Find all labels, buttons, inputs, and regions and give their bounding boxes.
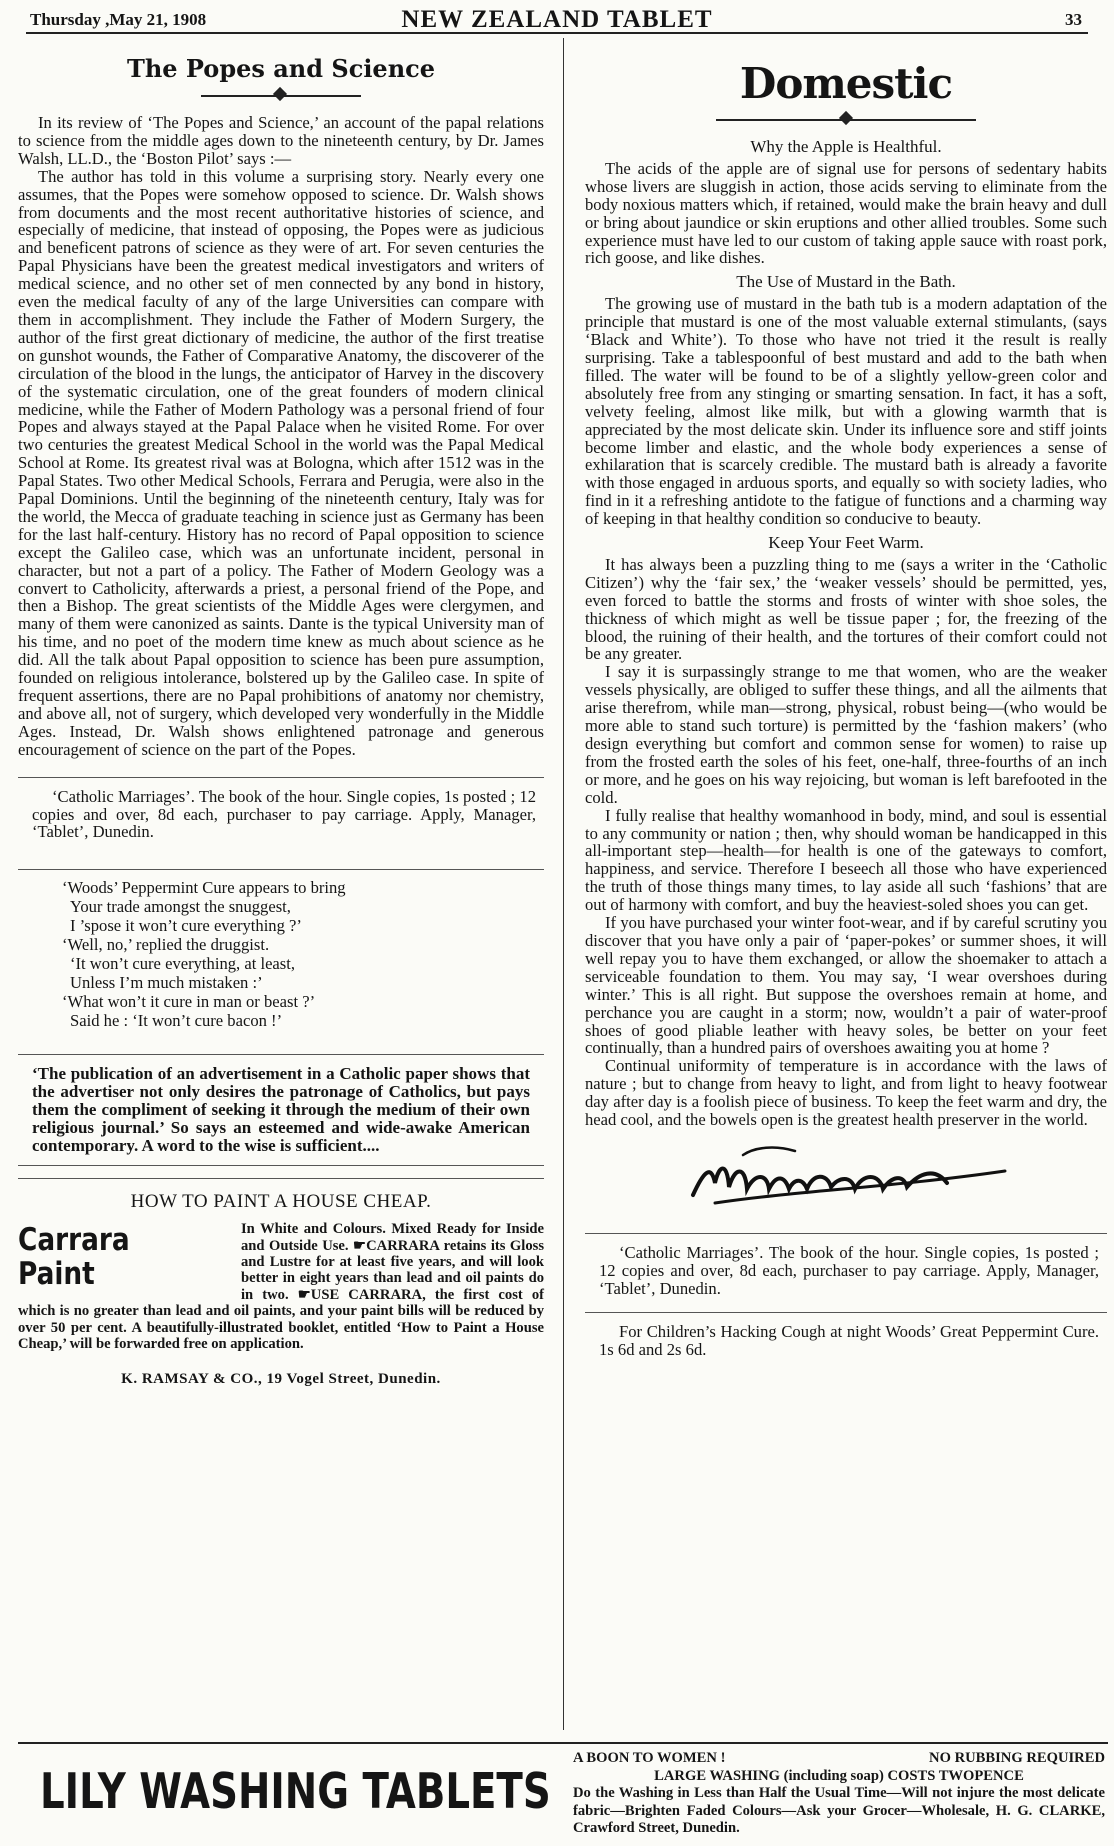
feet-paragraph: I say it is surpassingly strange to me that women, who are the weaker vessels physically, are obliged to suffer these things, and all the ailments that arise therefrom, while man—strong, physical, robust being—(who would be more able to stand such torture) is permitted by the ‘fashion makers’ (who design everything but comfort and common sense for women) to raise up from the frosted earth the soles of his feet, one-half, three-fourths of an inch or more, and he goes on his way rejoicing, but woman is left barefooted in the cold. bbox=[585, 662, 1107, 807]
paint-ad-heading: HOW TO PAINT A HOUSE CHEAP. bbox=[130, 1191, 432, 1213]
poem-line: Unless I’m much mistaken :’ bbox=[70, 973, 263, 993]
feet-paragraph: I fully realise that healthy womanhood in body, mind, and soul is essential to any community or nation ; then, why should woman be handicapped in this all-important step—health—for health is one of the gateways to comfort, happiness, and service. Therefore I beseech all those who have experienced the truth of those things many times, to lay aside all such ‘fashions’ that are out of harmony with comfort, and buy the heaviest-soled shoes you can get. bbox=[585, 805, 1107, 915]
lily-brand: LILY WASHING TABLETS bbox=[40, 1763, 551, 1820]
lily-ad-text bbox=[573, 1750, 1105, 1838]
poem-line: I ’spose it won’t cure everything ?’ bbox=[70, 916, 302, 936]
domestic-title: Domestic bbox=[739, 59, 953, 108]
signature-flourish bbox=[685, 1143, 1015, 1215]
peppermint-poem bbox=[18, 869, 544, 1040]
carrara-ad-body: In White and Colours. Mixed Ready for Inside and Outside Use. ☛CARRARA retains its Gloss and Lustre for at least five years, and will look better in eight years than lead and oil paints do in two. ☛USE CARRARA, the first cost of which is no greater than lead and oil paints, and your paint bills will be reduced by over 50 per cent. A beautifully-illustrated booklet, entitled ‘How to Paint a House Cheap,’ will be forwarded free on application. bbox=[18, 1221, 544, 1353]
lily-washing-ad bbox=[18, 1742, 1108, 1842]
marriages-notice-right bbox=[585, 1233, 1107, 1308]
poem-line: ‘Well, no,’ replied the druggist. bbox=[62, 935, 270, 955]
cough-notice bbox=[585, 1312, 1107, 1369]
poem-line: Your trade amongst the snuggest, bbox=[70, 897, 291, 917]
column-divider bbox=[563, 38, 564, 1730]
poem-line: ‘What won’t it cure in man or beast ?’ bbox=[62, 992, 316, 1012]
page-number: 33 bbox=[1065, 10, 1082, 29]
left-column bbox=[18, 42, 544, 1388]
issue-date: Thursday ,May 21, 1908 bbox=[30, 10, 207, 29]
masthead bbox=[26, 6, 1088, 34]
marriages-notice-text: ‘Catholic Marriages’. The book of the hour. Single copies, 1s posted ; 12 copies and over, 8d each, purchaser to pay carriage. Apply, Manager, ‘Tablet’, Dunedin. bbox=[599, 1242, 1099, 1298]
boon-text: A BOON TO WOMEN ! bbox=[573, 1750, 726, 1766]
poem-line: Said he : ‘It won’t cure bacon !’ bbox=[70, 1011, 283, 1031]
maureen-signature bbox=[685, 1143, 1107, 1215]
publication-notice-text: ‘The publication of an advertisement in a Catholic paper shows that the advertiser not only desires the patronage of Catholics, but pays them the compliment of seeking it through the medium of their own religious journal.’ So says an esteemed and wide-awake American contemporary. A word to the wise is sufficient.... bbox=[32, 1064, 530, 1156]
apple-heading: Why the Apple is Healthful. bbox=[750, 137, 942, 156]
popes-body-paragraph: The author has told in this volume a surprising story. Nearly every one assumes, that the Popes were somehow opposed to science. Dr. Walsh shows from documents and the most recent authoritative histories of science, and especially of medicine, that instead of opposing, the Popes were as judicious and beneficent patrons of science as they were of art. For seven centuries the Papal Physicians have been the greatest medical investigators and writers of medical science, and no other set of men connected by any bond in history, even the medical faculty of any of the large Universities can compare with them in accomplishment. They include the Father of Modern Surgery, the author of the first great dictionary of medicine, the author of the first treatise on gunshot wounds, the Father of Comparative Anatomy, the discoverer of the circulation of the blood in the lungs, the anticipator of Harvey in the discovery of the systematic circulation, one of the great founders of modern clinical medicine, while the Father of Modern Pathology was a personal friend of four Popes and always stayed at the Papal Palace when he visited Rome. For over two centuries the greatest Medical School in the world was the Papal Medical School at Rome. Its greatest rival was at Bologna, which after 1512 was in the Papal States. Two other Medical Schools, Ferrara and Perugia, were also in the Papal Dominions. Until the beginning of the nineteenth century, Italy was for the world, the Mecca of graduate teaching in science just as Germany has been for the last half-century. History has no record of Papal opposition to science except the Galileo case, which was an unfortunate incident, personal in character, but not a part of a policy. The Father of Modern Geology was a convert to Catholicity, afterwards a priest, a personal friend of the Pope, and then a Bishop. The great scientists of the Middle Ages were clergymen, and many of them were canonized as saints. Dante is the typical University man of his time, and no poet of the modern time knew as much about science as he did. All the talk about Papal opposition to science has been pure assumption, founded on religious intolerance, bolstered up by the Galileo case. In spite of frequent assertions, there are no Papal prohibitions of anatomy nor chemistry, and above all, not of surgery, which developed very wonderfully in the Middle Ages. Instead, Dr. Walsh shows enlightened patronage and generous encouragement of science on the part of the Popes. bbox=[18, 166, 544, 759]
feet-paragraph: Continual uniformity of temperature is in accordance with the laws of nature ; but to change from heavy to light, and from light to heavy footwear day after day is a foolish piece of business. To keep the feet warm and dry, the head cool, and the bowels open is the greatest health preserver in the world. bbox=[585, 1056, 1107, 1130]
lily-ad-body: Do the Washing in Less than Half the Usual Time—Will not injure the most delicate fabric—Brighten Faded Colours—Ask your Grocer—Wholesale, H. G. CLARKE, Crawford Street, Dunedin. bbox=[573, 1785, 1105, 1836]
no-rubbing-text: NO RUBBING REQUIRED bbox=[929, 1750, 1105, 1766]
apple-paragraph: The acids of the apple are of signal use for persons of sedentary habits whose livers are sluggish in action, those acids serving to eliminate from the body noxious matters which, if retained, would make the brain heavy and dull or bring about jaundice or skin eruptions and other allied troubles. Some such experience must have led to our custom of taking apple sauce with roast pork, rich goose, and like dishes. bbox=[585, 158, 1107, 268]
carrara-paint-ad bbox=[18, 1178, 544, 1388]
poem-line: ‘It won’t cure everything, at least, bbox=[70, 954, 296, 974]
carrara-brand: Carrara Paint bbox=[18, 1222, 130, 1293]
cough-notice-text: For Children’s Hacking Cough at night Woods’ Great Peppermint Cure. 1s 6d and 2s 6d. bbox=[599, 1321, 1099, 1359]
large-washing-text: LARGE WASHING (including soap) COSTS TWOPENCE bbox=[654, 1767, 1024, 1784]
feet-paragraph: It has always been a puzzling thing to me (says a writer in the ‘Catholic Citizen’) why the ‘fair sex,’ the ‘weaker vessels’ should be permitted, yes, even forced to battle the storms and frosts of winter with shoe soles, the thickness of which might as well be tissue paper ; for, the freezing of the blood, the ruining of their health, and the tortures of their comfort could not be any greater. bbox=[585, 554, 1107, 664]
mustard-paragraph: The growing use of mustard in the bath tub is a modern adaptation of the principle that mustard is one of the most valuable external stimulants, (says ‘Black and White’). To those who have not tried it the result is really surprising. Take a tablespoonful of best mustard and add to the bath when filled. The water will be found to be of a slightly yellow-green color and absolutely free from any stinging or smarting sensation. In fact, it has a soft, velvety feeling, almost like milk, but with a glowing warmth that is appreciated by the most delicate skin. Under its influence sore and stiff joints become limber and elastic, and the whole body experiences a sense of exhilaration that is scarcely credible. The mustard bath is already a favorite with those engaged in arduous sports, and equally so with society ladies, who find in it a refreshing antidote to the fatigue of functions and a charming way of keeping in that healthy condition so conducive to beauty. bbox=[585, 294, 1107, 529]
ramsay-address: K. RAMSAY & CO., 19 Vogel Street, Dunedin. bbox=[121, 1370, 441, 1387]
title-ornament bbox=[201, 88, 361, 104]
lily-ad-row bbox=[573, 1750, 1105, 1768]
feet-paragraph: If you have purchased your winter foot-wear, and if by careful scrutiny you discover that you have only a pair of ‘paper-pokes’ or summer shoes, it will well repay you to have them exchanged, or allow the shoemaker to attach a serviceable foundation to them. You may say, ‘I wear overshoes during winter.’ This is all right. But suppose the overshoes remain at home, and perchance you are caught in a storm; now, wouldn’t a pair of water-proof shoes of good pliable leather with heavy soles, be better on your feet continually, than a hundred pairs of overshoes awaiting you at home ? bbox=[585, 913, 1107, 1058]
popes-science-title: The Popes and Science bbox=[126, 54, 436, 83]
publication-notice bbox=[18, 1054, 544, 1166]
popes-intro-paragraph: In its review of ‘The Popes and Science,’ an account of the papal relations to science from the middle ages down to the nineteenth century, by Dr. James Walsh, LL.D., the ‘Boston Pilot’ says :— bbox=[18, 113, 544, 168]
title-ornament bbox=[716, 112, 976, 128]
marriages-notice-text: ‘Catholic Marriages’. The book of the hour. Single copies, 1s posted ; 12 copies and over, 8d each, purchaser to pay carriage. Apply, Manager, ‘Tablet’, Dunedin. bbox=[32, 786, 536, 842]
mustard-heading: The Use of Mustard in the Bath. bbox=[736, 272, 956, 292]
right-column bbox=[585, 42, 1107, 1368]
marriages-notice-left bbox=[18, 777, 544, 852]
feet-heading: Keep Your Feet Warm. bbox=[768, 533, 924, 553]
poem-line: ‘Woods’ Peppermint Cure appears to bring bbox=[62, 878, 346, 898]
newspaper-title: NEW ZEALAND TABLET bbox=[401, 6, 713, 33]
